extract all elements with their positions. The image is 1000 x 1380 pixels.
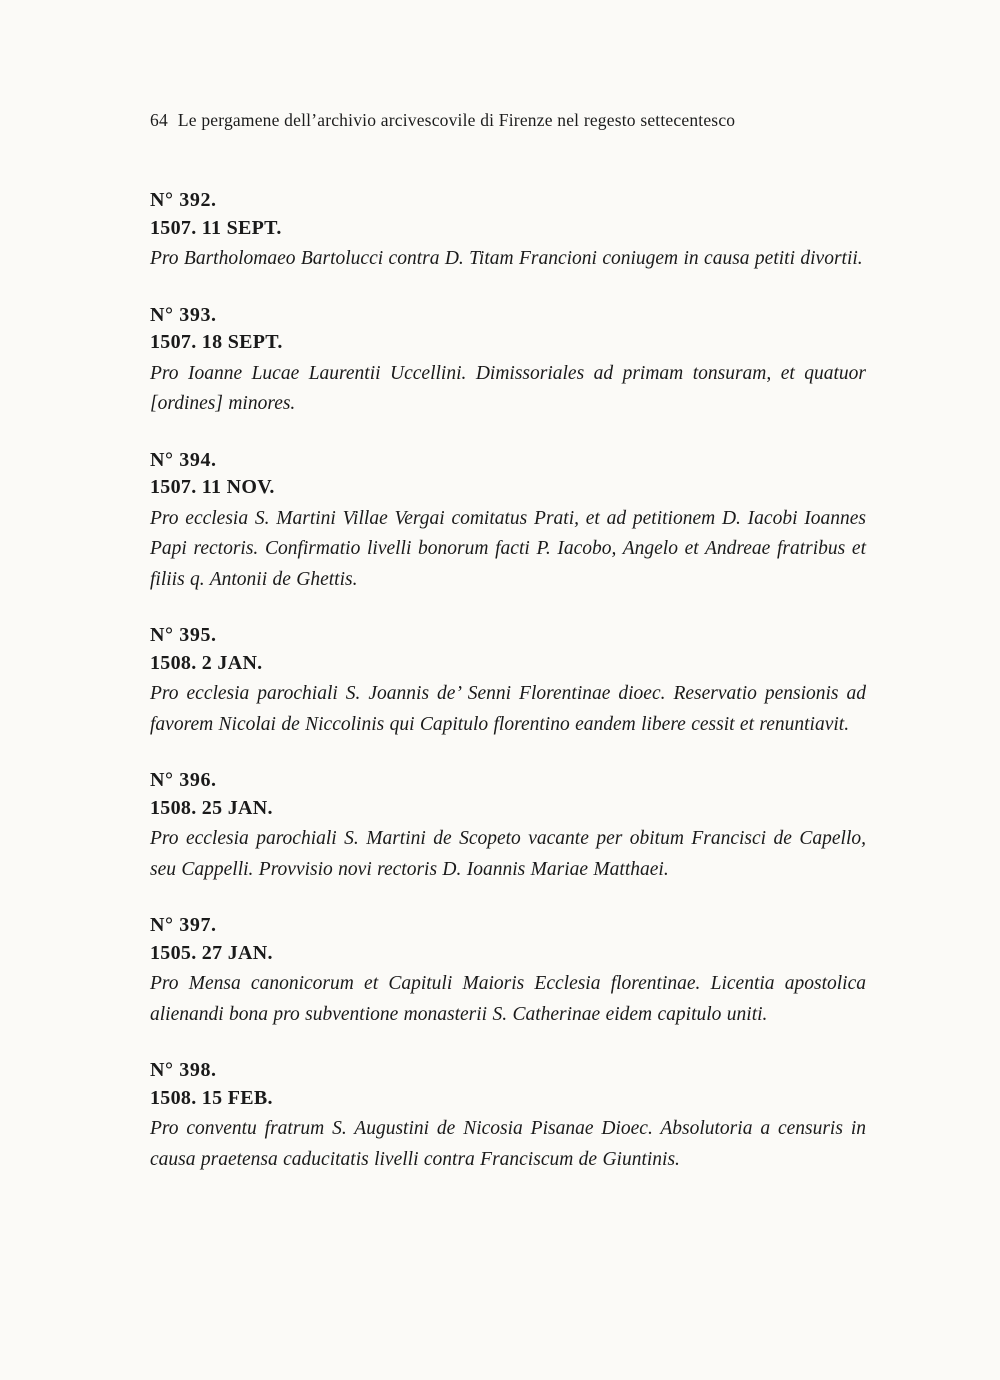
running-head [150,110,866,131]
entry-date: 1507. 18 SEPT. [150,331,283,354]
catalog-entry [150,1057,866,1175]
entry-text: Pro Mensa canonicorum et Capituli Maioris Ecclesia florentinae. Licentia apostolica alienandi bona pro subventione monasterii S. Catherinae eidem capitulo uniti. [150,973,866,1025]
running-title: Le pergamene dell’archivio arcivescovile di Firenze nel regesto settecentesco [177,110,736,130]
page-number: 64 [150,110,168,130]
entry-number: N° 396. [150,769,217,791]
entry-text: Pro ecclesia parochiali S. Joannis de’ Senni Florentinae dioec. Reservatio pensionis ad favorem Nicolai de Niccolinis qui Capitulo florentino eandem libere cessit et renuntiavit. [150,683,866,735]
entry-date: 1507. 11 SEPT. [150,216,282,239]
entry-number: N° 394. [150,448,217,471]
catalog-entry [150,447,866,595]
entry-number: N° 397. [150,914,217,936]
entry-text: Pro Bartholomaeo Bartolucci contra D. Titam Francioni coniugem in causa petiti divortii. [150,248,863,270]
entry-text: Pro Ioanne Lucae Laurentii Uccellini. Dimissoriales ad primam tonsuram, et quatuor [ordines] minores. [150,362,866,415]
entry-date: 1505. 27 JAN. [150,941,273,964]
entry-number: N° 395. [150,624,217,646]
catalog-entry [150,187,866,275]
entry-number: N° 392. [150,189,217,211]
entry-text: Pro conventu fratrum S. Augustini de Nicosia Pisanae Dioec. Absolutoria a censuris in causa praetensa caducitatis livelli contra Franciscum de Giuntinis. [150,1118,866,1170]
catalog-entry [150,302,866,420]
entry-date: 1508. 2 JAN. [150,651,263,674]
entry-text: Pro ecclesia parochiali S. Martini de Scopeto vacante per obitum Francisci de Capello, seu Cappelli. Provvisio novi rectoris D. Ioannis Mariae Matthaei. [150,828,866,880]
entry-date: 1507. 11 NOV. [150,476,275,499]
page-content [150,110,866,1202]
entry-number: N° 398. [150,1059,217,1081]
catalog-entry [150,767,866,885]
entry-date: 1508. 15 FEB. [150,1086,273,1109]
catalog-entry [150,912,866,1030]
entry-text: Pro ecclesia S. Martini Villae Vergai comitatus Prati, et ad petitionem D. Iacobi Ioannes Papi rectoris. Confirmatio livelli bonorum facti P. Iacobo, Angelo et Andreae fratribus et filiis q. Antonii de Ghettis. [150,507,866,590]
entry-number: N° 393. [150,303,217,326]
entry-date: 1508. 25 JAN. [150,796,273,819]
catalog-entry [150,622,866,740]
